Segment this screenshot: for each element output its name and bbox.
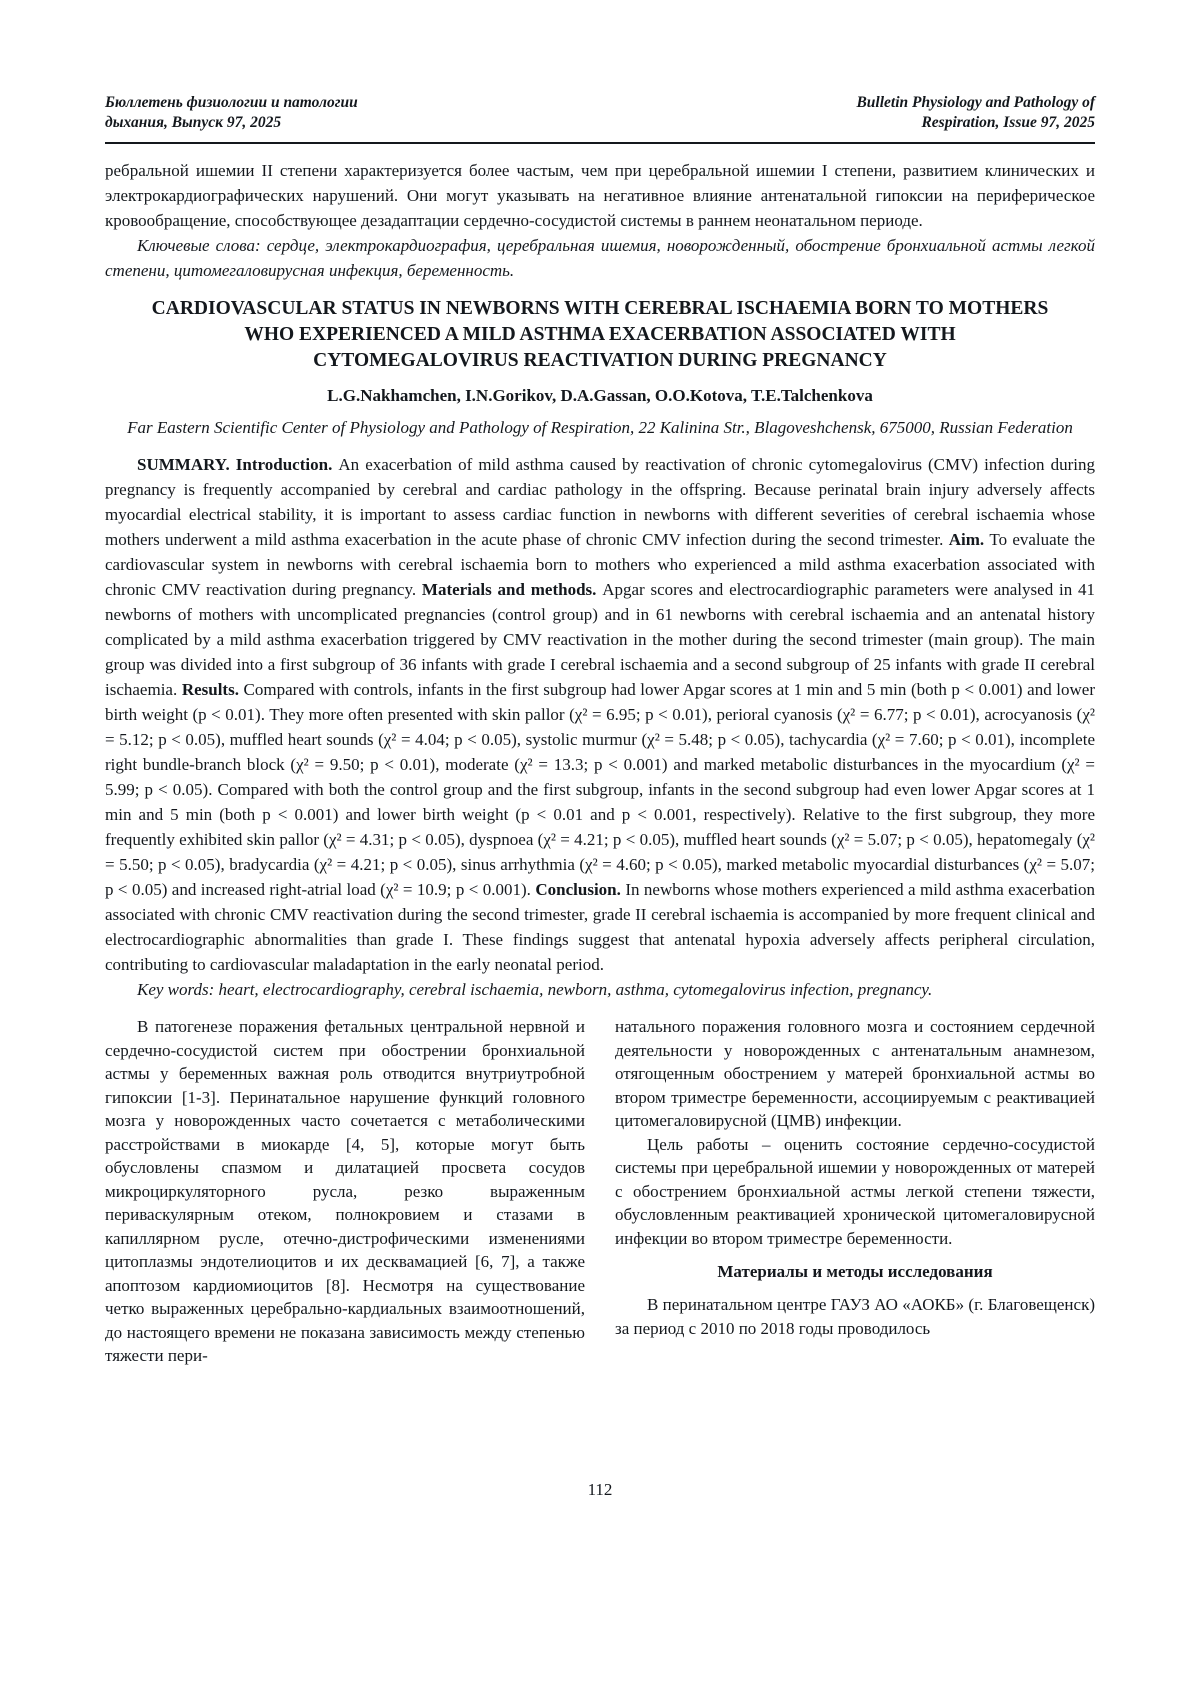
summary-aim-text: To evaluate the cardiovascular system in newborns with cerebral ischaemia born to mothers who experienced a mild asthma exacerbation associated with chronic CMV reactivation during pregnancy. (105, 530, 1096, 599)
summary-conclusion-text: In newborns whose mothers experienced a mild asthma exacerbation associated with chronic CMV reactivation during the second trimester, grade II cerebral ischaemia is accompanied by more frequent clinical and electrocardiographic abnormalities than grade I. These findings suggest that antenatal hypoxia adversely affects peripheral circulation, contributing to cardiovascular maladaptation in the early neonatal period. (105, 880, 1096, 974)
summary-results-text: Compared with controls, infants in the first subgroup had lower Apgar scores at 1 min and 5 min (both p < 0.001) and lower birth weight (p < 0.01). They more often presented with skin pallor (χ² = 6.95; p < 0.01), perioral cyanosis (χ² = 6.77; p < 0.01), acrocyanosis (χ² = 5.12; p < 0.05), muffled heart sounds (χ² = 4.04; p < 0.05), systolic murmur (χ² = 5.48; p < 0.05), tachycardia (χ² = 7.60; p < 0.01), incomplete right bundle-branch block (χ² = 9.50; p < 0.01), moderate (χ² = 13.3; p < 0.001) and marked metabolic disturbances in the myocardium (χ² = 5.99; p < 0.05). Compared with both the control group and the first subgroup, infants in the second subgroup had even lower Apgar scores at 1 min and 5 min (both p < 0.001) and lower birth weight (p < 0.01 and p < 0.001, respectively). Relative to the first subgroup, they more frequently exhibited skin pallor (χ² = 4.31; p < 0.05), dyspnoea (χ² = 4.21; p < 0.05), muffled heart sounds (χ² = 5.07; p < 0.05), hepatomegaly (χ² = 5.50; p < 0.05), bradycardia (χ² = 4.21; p < 0.05), sinus arrhythmia (χ² = 4.60; p < 0.05), marked metabolic myocardial disturbances (χ² = 5.07; p < 0.05) and increased right-atrial load (χ² = 10.9; p < 0.001). (105, 680, 1096, 899)
summary-results-label: Results. (181, 680, 244, 699)
page-number: 112 (587, 1480, 613, 1499)
journal-title-ru-line2: дыхания, Выпуск 97, 2025 (105, 114, 282, 131)
running-header (105, 93, 1095, 144)
previous-abstract-continuation: ребральной ишемии II степени характеризуется более частым, чем при церебральной ишемии I степени, развитием клинических и электрокардиографических нарушений. Они могут указывать на негативное влияние антенатальной гипоксии на периферическое кровообращение, способствующее дезадаптации сердечно-сосудистой системы в раннем неонатальном периоде. (105, 161, 1095, 230)
summary-methods-label: Materials and methods. (421, 580, 603, 599)
page-footer (0, 1478, 1200, 1502)
summary-methods-text: Apgar scores and electrocardiographic parameters were analysed in 41 newborns of mothers with uncomplicated pregnancies (control group) and in 61 newborns with cerebral ischaemia and an antenatal history complicated by a mild asthma exacerbation triggered by CMV reactivation in the mother during the second trimester (main group). The main group was divided into a first subgroup of 36 infants with grade I cerebral ischaemia and a second subgroup of 25 infants with grade II cerebral ischaemia. (105, 580, 1095, 699)
two-column-text (105, 1015, 1095, 1368)
left-column (105, 1015, 585, 1368)
journal-title-en-line2: Respiration, Issue 97, 2025 (921, 114, 1095, 131)
summary-intro-text: An exacerbation of mild asthma caused by reactivation of chronic cytomegalovirus (CMV) infection during pregnancy is frequently accompanied by cerebral and cardiac pathology in the offspring. Because perinatal brain injury adversely affects myocardial electrical stability, it is important to assess cardiac function in newborns with different severities of cerebral ischaemia whose mothers underwent a mild asthma exacerbation in the acute phase of chronic CMV infection during the second trimester. (105, 455, 1095, 549)
page-body (105, 158, 1095, 1368)
summary-conclusion-label: Conclusion. (535, 880, 626, 899)
section-heading-materials-methods: Материалы и методы исследования (717, 1262, 993, 1281)
article-title: CARDIOVASCULAR STATUS IN NEWBORNS WITH CEREBRAL ISCHAEMIA BORN TO MOTHERS WHO EXPERIENCED A MILD ASTHMA EXACERBATION ASSOCIATED WITH CYTOMEGALOVIRUS REACTIVATION DURING PREGNANCY (151, 298, 1049, 371)
journal-title-ru-line1: Бюллетень физиологии и патологии (105, 94, 358, 111)
intro-paragraph-continuation: натального поражения головного мозга и состоянием сердечной деятельности у новорожденных с антенатальным анамнезом, отягощенным обострением у матерей бронхиальной астмы во втором триместре беременности, ассоциируемым с реактивацией цитомегаловирусной (ЦМВ) инфекции. (615, 1017, 1095, 1130)
intro-paragraph: В патогенезе поражения фетальных центральной нервной и сердечно-сосудистой систем при обострении бронхиальной астмы у беременных важная роль отводится внутриутробной гипоксии [1-3]. Перинатальное нарушение функций головного мозга у новорожденных часто сочетается с метаболическими расстройствами в миокарде [4, 5], которые могут быть обусловлены спазмом и дилатацией просвета сосудов микроциркуляторного русла, резко выраженным периваскулярным отеком, полнокровием и стазами в капиллярном русле, отечно-дистрофическими изменениями цитоплазмы эндотелиоцитов и их десквамацией [6, 7], а также апоптозом кардиомиоцитов [8]. Несмотря на существование четко выраженных церебрально-кардиальных взаимоотношений, до настоящего времени не показана зависимость между степенью тяжести пери- (105, 1017, 585, 1365)
journal-title-en (856, 93, 1095, 133)
summary-aim-label: Aim. (948, 530, 990, 549)
article-summary (105, 452, 1095, 977)
keywords-ru: Ключевые слова: сердце, электрокардиография, церебральная ишемия, новорожденный, обострение бронхиальной астмы легкой степени, цитомегаловирусная инфекция, беременность. (105, 236, 1095, 280)
journal-title-ru (105, 93, 358, 133)
article-authors: L.G.Nakhamchen, I.N.Gorikov, D.A.Gassan, O.O.Kotova, T.E.Talchenkova (327, 386, 873, 405)
article-affiliation: Far Eastern Scientific Center of Physiology and Pathology of Respiration, 22 Kalinina Str., Blagoveshchensk, 675000, Russian Federation (127, 418, 1073, 437)
right-column (615, 1015, 1095, 1368)
summary-intro-label: SUMMARY. Introduction. (137, 455, 339, 474)
journal-title-en-line1: Bulletin Physiology and Pathology of (856, 94, 1095, 111)
aim-paragraph: Цель работы – оценить состояние сердечно-сосудистой системы при церебральной ишемии у новорожденных от матерей с обострением бронхиальной астмы легкой степени тяжести, обусловленным реактивацией хронической цитомегаловирусной инфекции во втором триместре беременности. (615, 1134, 1095, 1248)
methods-paragraph: В перинатальном центре ГАУЗ АО «АОКБ» (г. Благовещенск) за период с 2010 по 2018 годы проводилось (615, 1295, 1095, 1338)
keywords-en: Key words: heart, electrocardiography, cerebral ischaemia, newborn, asthma, cytomegalovirus infection, pregnancy. (137, 980, 933, 999)
